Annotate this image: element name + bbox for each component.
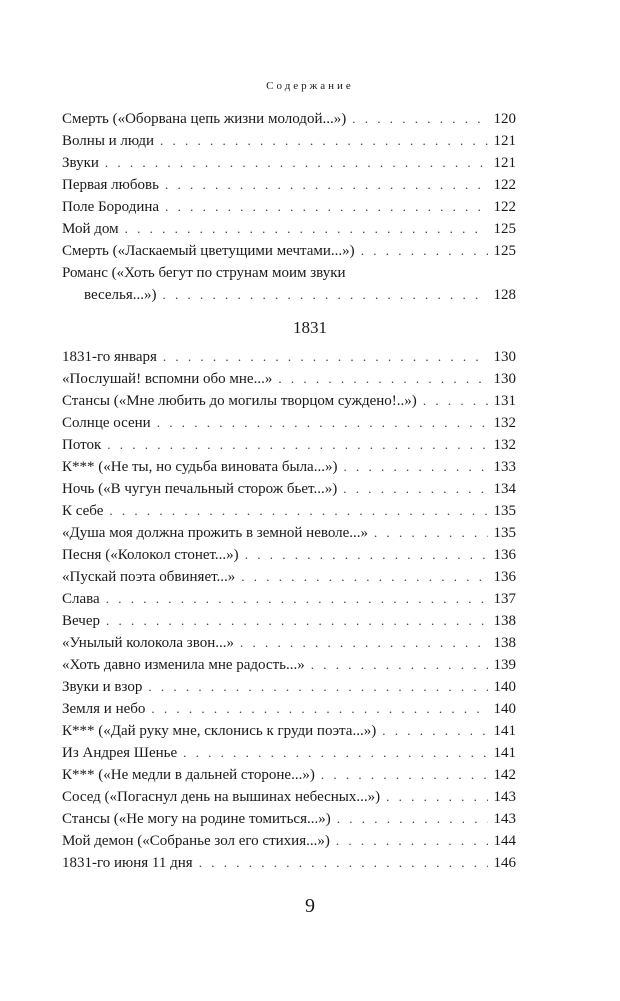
toc-entry: [62, 742, 516, 764]
leader-dots: [165, 196, 487, 218]
toc-entry: [62, 390, 516, 412]
toc-entry: [62, 478, 516, 500]
toc-entry-page: 122: [493, 199, 516, 215]
toc-entry: [62, 434, 516, 456]
toc-entry-page: 136: [493, 547, 516, 563]
toc-entry-page: 125: [493, 243, 516, 259]
toc-entry-title: Первая любовь: [62, 177, 159, 193]
toc-entry-page: 128: [493, 287, 516, 303]
toc-entry-page: 130: [493, 349, 516, 365]
toc-entry: [62, 720, 516, 742]
running-header: Содержание: [266, 80, 354, 92]
toc-entry: [62, 500, 516, 522]
toc-entry-page: 131: [493, 393, 516, 409]
toc-entry: [62, 152, 516, 174]
toc-section-a: [62, 108, 516, 306]
leader-dots: [199, 852, 488, 874]
toc-entry-title: Волны и люди: [62, 133, 155, 149]
toc-entry-romance-line1: [62, 262, 516, 284]
leader-dots: [352, 108, 487, 130]
toc-entry-title: «Послушай! вспомни обо мне...»: [62, 371, 273, 387]
toc-entry-title: Мой дом: [62, 221, 119, 237]
toc-entry-page: 144: [493, 833, 516, 849]
toc-entry: [62, 808, 516, 830]
toc-entry-page: 142: [493, 767, 516, 783]
toc-entry-title: Поток: [62, 437, 102, 453]
leader-dots: [386, 786, 487, 808]
toc-entry-title: Сосед («Погаснул день на вышинах небесных...»): [62, 789, 381, 805]
toc-entry-page: 139: [493, 657, 516, 673]
toc-entry: [62, 368, 516, 390]
toc-entry-title: Мой демон («Собранье зол его стихия...»): [62, 833, 330, 849]
toc-entry-page: 130: [493, 371, 516, 387]
leader-dots: [107, 434, 487, 456]
toc-entry-title: Звуки: [62, 155, 99, 171]
toc-entry: [62, 218, 516, 240]
toc-entry-title: Слава: [62, 591, 100, 607]
toc-entry-title: Поле Бородина: [62, 199, 160, 215]
toc-entry-title: Песня («Колокол стонет...»): [62, 547, 239, 563]
leader-dots: [106, 588, 488, 610]
toc-entry-title: Ночь («В чугун печальный сторож бьет...»): [62, 481, 338, 497]
toc-entry-title: Романс («Хоть бегут по струнам моим звуки: [62, 265, 346, 281]
leader-dots: [245, 544, 488, 566]
toc-entry-page: 140: [493, 701, 516, 717]
toc-entry: [62, 632, 516, 654]
toc-entry: [62, 852, 516, 874]
toc-entry: [62, 174, 516, 196]
leader-dots: [151, 698, 487, 720]
toc-entry: [62, 196, 516, 218]
toc-entry-page: 143: [493, 789, 516, 805]
toc-entry: [62, 654, 516, 676]
toc-entry-romance-line2: [62, 284, 516, 306]
toc-entry-page: 121: [493, 155, 516, 171]
toc-entry-page: 132: [493, 437, 516, 453]
toc-entry: [62, 544, 516, 566]
toc-entry: [62, 676, 516, 698]
leader-dots: [336, 830, 488, 852]
toc-entry-page: 146: [493, 855, 516, 871]
toc-entry-title: К*** («Не медли в дальней стороне...»): [62, 767, 315, 783]
toc-entry-page: 122: [493, 177, 516, 193]
leader-dots: [183, 742, 487, 764]
toc-entry-page: 136: [493, 569, 516, 585]
toc-entry-title: К себе: [62, 503, 104, 519]
toc-entry-page: 125: [493, 221, 516, 237]
toc-entry: [62, 456, 516, 478]
toc-entry-page: 132: [493, 415, 516, 431]
toc-entry: [62, 610, 516, 632]
leader-dots: [148, 676, 487, 698]
toc-section-b: [62, 346, 516, 874]
toc-entry: [62, 786, 516, 808]
leader-dots: [337, 808, 488, 830]
toc-entry-title: «Унылый колокола звон...»: [62, 635, 234, 651]
toc-entry-title: «Пускай поэта обвиняет...»: [62, 569, 236, 585]
leader-dots: [163, 346, 488, 368]
toc-entry-title: веселья...»): [84, 287, 157, 303]
toc-entry: [62, 764, 516, 786]
toc-entry-title: К*** («Не ты, но судьба виновата была...»): [62, 459, 338, 475]
leader-dots: [125, 218, 488, 240]
toc-entry-title: «Хоть давно изменила мне радость...»: [62, 657, 305, 673]
leader-dots: [361, 240, 488, 262]
toc-entry: [62, 108, 516, 130]
toc-entry: [62, 522, 516, 544]
toc-entry: [62, 588, 516, 610]
toc-entry-page: 137: [493, 591, 516, 607]
toc-entry-page: 141: [493, 745, 516, 761]
toc-entry-title: «Душа моя должна прожить в земной неволе...»: [62, 525, 369, 541]
toc-entry-title: Земля и небо: [62, 701, 146, 717]
toc-entry: [62, 130, 516, 152]
toc-entry-page: 120: [493, 111, 516, 127]
toc-entry-title: Солнце осени: [62, 415, 151, 431]
leader-dots: [321, 764, 488, 786]
toc-entry-page: 140: [493, 679, 516, 695]
toc-entry-page: 135: [493, 525, 516, 541]
leader-dots: [105, 152, 488, 174]
leader-dots: [278, 368, 487, 390]
toc-entry: [62, 830, 516, 852]
toc-entry: [62, 698, 516, 720]
toc-entry-title: Звуки и взор: [62, 679, 143, 695]
toc-entry-page: 138: [493, 635, 516, 651]
leader-dots: [423, 390, 488, 412]
leader-dots: [343, 456, 487, 478]
leader-dots: [163, 284, 488, 306]
toc-entry-title: Стансы («Не могу на родине томиться...»): [62, 811, 331, 827]
leader-dots: [382, 720, 487, 742]
toc-entry-title: Вечер: [62, 613, 100, 629]
leader-dots: [109, 500, 487, 522]
toc-entry-title: Из Андрея Шенье: [62, 745, 178, 761]
toc-entry-title: К*** («Дай руку мне, склонись к груди поэта...»): [62, 723, 377, 739]
toc-entry-title: 1831-го января: [62, 349, 157, 365]
leader-dots: [240, 632, 488, 654]
toc-entry-page: 135: [493, 503, 516, 519]
leader-dots: [157, 412, 488, 434]
toc-entry-title: Смерть («Оборвана цепь жизни молодой...»): [62, 111, 347, 127]
toc-entry: [62, 566, 516, 588]
leader-dots: [165, 174, 488, 196]
page-number: 9: [305, 895, 315, 917]
leader-dots: [106, 610, 488, 632]
toc-entry-page: 121: [493, 133, 516, 149]
toc-entry: [62, 240, 516, 262]
toc-entry-title: Стансы («Мне любить до могилы творцом суждено!..»): [62, 393, 417, 409]
toc-entry-title: Смерть («Ласкаемый цветущими мечтами...»): [62, 243, 355, 259]
leader-dots: [160, 130, 487, 152]
toc-entry-title: 1831-го июня 11 дня: [62, 855, 193, 871]
toc-entry-page: 143: [493, 811, 516, 827]
year-heading: 1831: [293, 318, 327, 337]
leader-dots: [311, 654, 488, 676]
toc-entry: [62, 346, 516, 368]
leader-dots: [343, 478, 487, 500]
toc-entry-page: 133: [493, 459, 516, 475]
toc-entry-page: 134: [493, 481, 516, 497]
toc-entry: [62, 412, 516, 434]
toc-entry-page: 138: [493, 613, 516, 629]
leader-dots: [241, 566, 487, 588]
leader-dots: [374, 522, 487, 544]
toc-entry-page: 141: [493, 723, 516, 739]
